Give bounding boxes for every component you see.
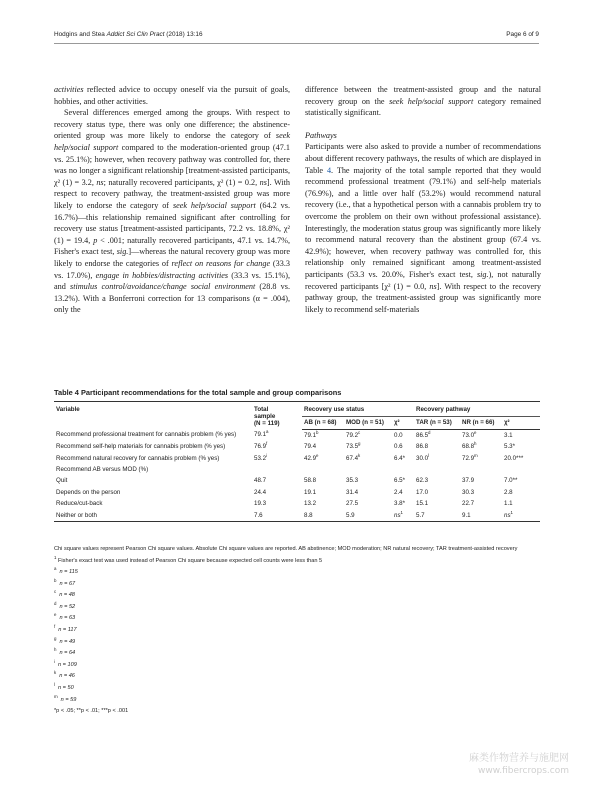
cell-tar: 30.0$^l$ — [416, 452, 430, 462]
cell-ab: 42.9e — [304, 452, 319, 462]
table-row — [54, 452, 540, 463]
header-recovery-use-status: Recovery use status — [302, 402, 414, 417]
cell-tar: 15.1 — [416, 500, 429, 508]
watermark-url: www.fibercrops.com — [478, 766, 569, 776]
left-paragraph-1: activities reflected advice to occupy oneself via the pursuit of goals, hobbies, and other activities. — [54, 85, 290, 106]
table-row — [54, 509, 540, 521]
cell-tar: 86.8 — [416, 443, 429, 451]
header-mod: MOD (n = 51) — [344, 416, 392, 429]
table-footnote: $^i$n = 109 — [54, 658, 77, 668]
watermark — [469, 753, 569, 777]
page-number: Page 6 of 9 — [506, 31, 539, 38]
cell-total: 19.3 — [254, 500, 267, 508]
header-chi-pathway: χ² — [502, 416, 540, 429]
header-ab: AB (n = 68) — [302, 416, 344, 429]
table-footnote: $^g$n = 49 — [54, 635, 76, 645]
right-paragraph-1: difference between the treatment-assisted group and the natural recovery group on the seek help/social support category remained statistically significant. — [305, 85, 541, 118]
cell-chi1 — [392, 464, 414, 475]
cell-chi2: 2.8 — [504, 488, 513, 496]
cell-chi2: 20.0*** — [504, 454, 524, 462]
row-label: Recommend professional treatment for cannabis problem (% yes) — [56, 431, 237, 439]
cell-nr: 30.3 — [462, 488, 475, 496]
cell-chi1: 6.4* — [394, 454, 406, 462]
cell-mod: 73.5$^g$ — [346, 441, 361, 451]
cell-total: 76.9$^f$ — [254, 441, 268, 451]
cell-tar: 17.0 — [416, 488, 429, 496]
cell-total: 53.2$^i$ — [254, 452, 268, 462]
cell-mod: 27.5 — [346, 500, 359, 508]
cell-chi1: 0.0 — [394, 431, 403, 439]
cell-tar — [414, 464, 460, 475]
cell-nr: 72.9$^m$ — [462, 452, 478, 462]
table-notes — [54, 545, 540, 719]
row-label: Recommend natural recovery for cannabis problem (% yes) — [56, 454, 220, 462]
cell-ab: 79.4 — [304, 443, 317, 451]
table-footnote: $^b$n = 67 — [54, 577, 76, 587]
header-total: Total sample (N = 119) — [252, 402, 302, 430]
cell-chi1: $ns^1$ — [392, 509, 414, 521]
header-variable: Variable — [54, 402, 252, 430]
table-row — [54, 487, 540, 498]
header-tar: TAR (n = 53) — [414, 416, 460, 429]
row-label: Depends on the person — [56, 488, 121, 496]
running-header-journal: Addict Sci Clin Pract — [106, 31, 165, 38]
cell-tar: 86.5$^d$ — [416, 429, 431, 439]
table-note-fisher: $^1$ Fisher's exact test was used instead of Pearson Chi square because expected cell counts were less than 5 — [54, 554, 323, 564]
section-heading-pathways: Pathways — [305, 130, 337, 140]
cell-mod: 35.3 — [346, 477, 359, 485]
header-chi-status: χ² — [392, 416, 414, 429]
table-4-link[interactable]: 4 — [326, 165, 332, 175]
table-row — [54, 441, 540, 452]
cell-mod: 5.9 — [344, 509, 392, 521]
recommendations-table — [54, 401, 540, 522]
cell-total: 79.1$^a$ — [254, 429, 269, 439]
cell-mod: 31.4 — [346, 488, 359, 496]
table-row — [54, 464, 540, 475]
cell-tar: 62.3 — [416, 477, 429, 485]
table-footnote: $^k$n = 46 — [54, 670, 75, 680]
cell-chi2: 1.1 — [504, 500, 513, 508]
cell-chi2: $ns^1$ — [502, 509, 540, 521]
running-header — [54, 31, 203, 38]
cell-chi2: 5.3* — [504, 443, 516, 451]
running-header-authors: Hodgins and Stea — [54, 31, 105, 38]
cell-chi1: 0.6 — [394, 443, 403, 451]
table-note-main: Chi square values represent Pearson Chi square values. Absolute Chi square values are reported. AB abstinence; MOD moderation; NR natural recovery; TAR treatment-assisted recovery — [54, 546, 518, 552]
cell-chi1: 3.8* — [394, 500, 406, 508]
table-title: Table 4 Participant recommendations for the total sample and group comparisons — [54, 388, 342, 397]
table-footnote: $^a$n = 115 — [54, 566, 78, 575]
cell-total: 7.6 — [252, 509, 302, 521]
cell-chi2: 3.1 — [504, 431, 513, 439]
table-row — [54, 475, 540, 486]
cell-nr: 73.0e — [462, 429, 477, 439]
cell-chi2 — [502, 464, 540, 475]
left-paragraph-2: Several differences emerged among the groups. With respect to recovery status type, there was only one difference; the abstinence-oriented group was more likely to endorse the category of seek help/social support compared to the moderation-oriented group (47.1 vs. 25.1%); however, when recovery pathway was controlled for, there was no longer a significant relationship [treatment-assisted participants, χ² (1) = 3.2, ns; naturally recovered participants, χ² (1) = 0.2, ns]. With respect to recovery pathway, the treatment-assisted group was more likely to endorse the category of seek help/social support (64.2 vs. 16.7%)—this relationship remained significant after controlling for recovery use status [treatment-assisted participants, 72.2 vs. 18.8%, χ² (1) = 19.4, p < .001; naturally recovered participants, 47.1 vs. 14.7%, Fisher's exact test, sig.]—whereas the natural recovery group was more likely to endorse the categories of reflect on reasons for change (33.3 vs. 17.0%), engage in hobbies/distracting activities (33.3 vs. 15.1%), and stimulus control/avoidance/change social environment (28.8 vs. 13.2%). With a Bonferroni correction for 13 comparisons (α = .004), only the — [54, 108, 291, 315]
cell-ab: 79.1$^b$ — [304, 429, 319, 439]
header-nr: NR (n = 66) — [460, 416, 502, 429]
cell-mod — [344, 464, 392, 475]
row-label: Reduce/cut-back — [56, 500, 103, 508]
cell-total: 24.4 — [254, 488, 267, 496]
watermark-title: 麻类作物营养与施肥网 — [469, 753, 569, 764]
cell-ab: 19.1 — [304, 488, 317, 496]
cell-ab: 8.8 — [302, 509, 344, 521]
right-column — [305, 84, 541, 315]
cell-mod: 67.4$^k$ — [346, 452, 361, 462]
table-footnote: $^h$n = 64 — [54, 647, 76, 657]
table-footnote: $^m$n = 59 — [54, 693, 77, 703]
table-footnote: $^e$n = 63 — [54, 612, 76, 622]
cell-nr: 22.7 — [462, 500, 475, 508]
cell-ab: 58.8 — [304, 477, 317, 485]
cell-chi2: 7.0** — [504, 477, 518, 485]
cell-nr: 37.9 — [462, 477, 475, 485]
cell-nr — [460, 464, 502, 475]
cell-chi1: 6.5* — [394, 477, 406, 485]
header-recovery-pathway: Recovery pathway — [414, 402, 540, 417]
cell-nr: 68.8$^h$ — [462, 441, 477, 451]
significance-note: *p < .05; **p < .01; ***p < .001 — [54, 708, 129, 715]
cell-total — [252, 464, 302, 475]
cell-mod: 79.2$^c$ — [346, 429, 361, 439]
cell-chi1: 2.4 — [394, 488, 403, 496]
left-column — [54, 84, 290, 316]
cell-ab — [302, 464, 344, 475]
table-footnote: $^c$n = 48 — [54, 589, 75, 599]
cell-tar: 5.7 — [414, 509, 460, 521]
right-paragraph-2: Participants were also asked to provide a number of recommendations about different recovery pathways, the results of which are displayed in Table 4. The majority of the total sample reported that they would recommend professional treatment (79.1%) and self-help materials (76.9%), and a little over half (53.2%) would recommend natural recovery (i.e., that a hypothetical person with a cannabis problem try to overcome the problem on their own without professional assistance). Interestingly, the moderation status group was significantly more likely to recommend natural recovery than the abstinent group (67.4 vs. 42.9%); however, when recovery pathway was controlled for, this relationship only remained significant among treatment-assisted participants (53.3 vs. 20.0%, Fisher's exact test, sig.), not naturally recovered participants [χ² (1) = 0.0, ns]. With respect to the recovery pathway group, the treatment-assisted group was significantly more likely to recommend self-materials — [305, 142, 541, 314]
table-row — [54, 429, 540, 441]
table-footnote: $^d$n = 52 — [54, 600, 76, 610]
cell-nr: 9.1 — [460, 509, 502, 521]
table-row — [54, 498, 540, 509]
cell-ab: 13.2 — [304, 500, 317, 508]
row-label: Recommend AB versus MOD (%) — [56, 466, 149, 473]
row-label: Quit — [56, 477, 68, 485]
table-footnote: $^f$n = 117 — [54, 624, 77, 633]
header-rule — [54, 43, 539, 44]
running-header-volume: (2018) 13:16 — [166, 31, 203, 38]
table-footnote: $^l$n = 50 — [54, 682, 74, 691]
row-label: Recommend self-help materials for cannabis problem (% yes) — [56, 443, 226, 451]
cell-total: 48.7 — [254, 477, 267, 485]
row-label: Neither or both — [54, 509, 252, 521]
